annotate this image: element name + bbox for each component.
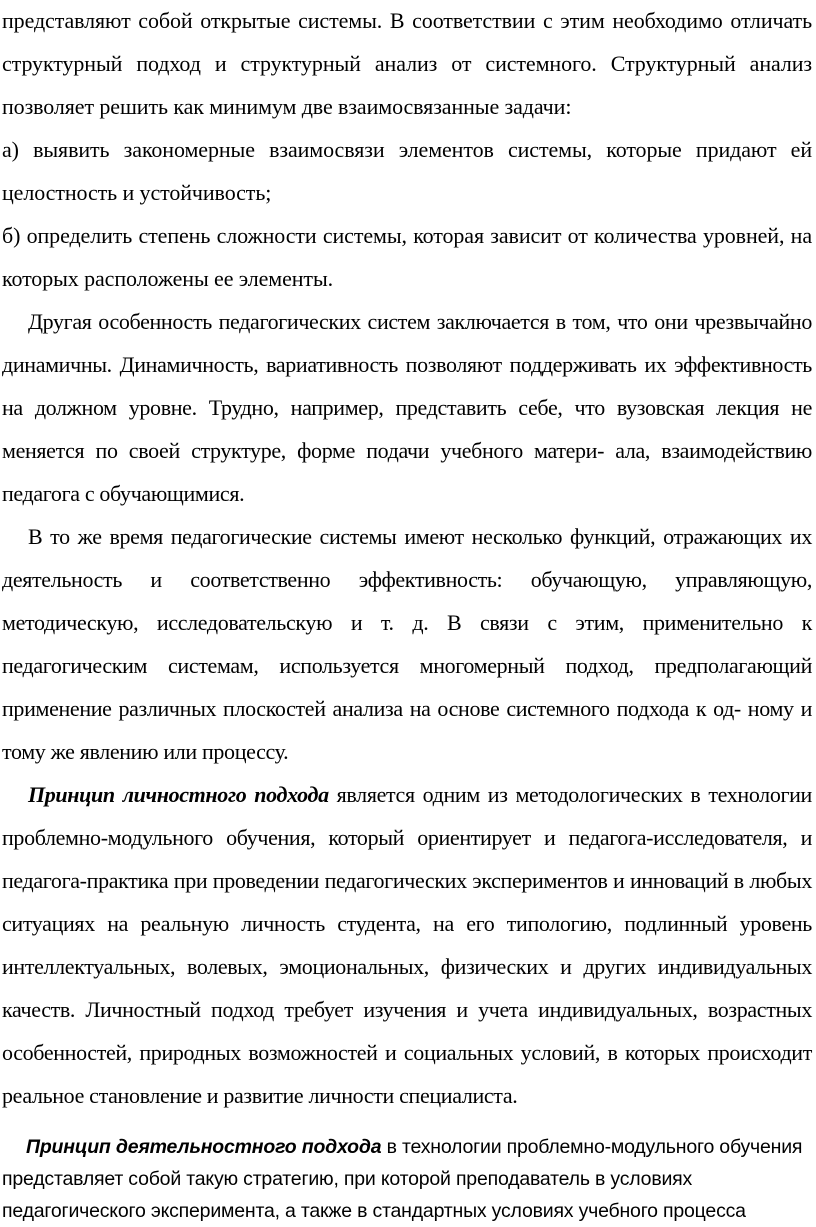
paragraph-structural-analysis: представляют собой открытые системы. В соответствии с этим необходимо отличать структурный подход и структурный анализ от системного. Структурный анализ позволяет решить как минимум две взаимосвязанные задачи:	[2, 8, 812, 119]
list-item-b: б) определить степень сложности системы, которая зависит от количества уровней, на которых расположены ее элементы.	[2, 223, 812, 291]
paragraph-personal-approach	[2, 773, 812, 1117]
principle-personal-heading: Принцип личностного подхода	[28, 782, 329, 807]
paragraph-activity-approach	[2, 1131, 812, 1227]
principle-personal-text: является одним из методологических в технологии проблемно-модульного обучения, который ориентирует и педагога-исследователя, и педагога-практика при проведении педагогических экспериментов и инноваций в любых ситуациях на реальную личность студента, на его типологию, подлинный уровень интеллектуальных, волевых, эмоциональных, физических и других индивидуальных качеств. Личностный подход требует изучения и учета индивидуальных, возрастных особенностей, природных возможностей и социальных условий, в которых происходит реальное становление и развитие личности специалиста.	[2, 782, 812, 1108]
principle-activity-text: в технологии проблемно-модульного обучения представляет собой такую стратегию, при которой преподаватель в условиях педагогического эксперимента, а также в стандартных условиях учебного процесса	[2, 1136, 803, 1222]
paragraph-functions: В то же время педагогические системы имеют несколько функций, отражающих их деятельность и соответственно эффективность: обучающую, управляющую, методическую, исследовательскую и т. д. В связи с этим, применительно к педагогическим системам, используется многомерный подход, предполагающий применение различных плоскостей анализа на основе системного подхода к од- ному и тому же явлению или процессу.	[2, 524, 812, 764]
list-item-a: а) выявить закономерные взаимосвязи элементов системы, которые придают ей целостность и устойчивость;	[2, 137, 812, 205]
paragraph-dynamics: Другая особенность педагогических систем заключается в том, что они чрезвычайно динамичны. Динамичность, вариативность позволяют поддерживать их эффективность на должном уровне. Трудно, например, представить себе, что вузовская лекция не меняется по своей структуре, форме подачи учебного матери- ала, взаимодействию педагога с обучающимися.	[2, 309, 812, 506]
principle-activity-heading: Принцип деятельностного подхода	[26, 1136, 382, 1158]
